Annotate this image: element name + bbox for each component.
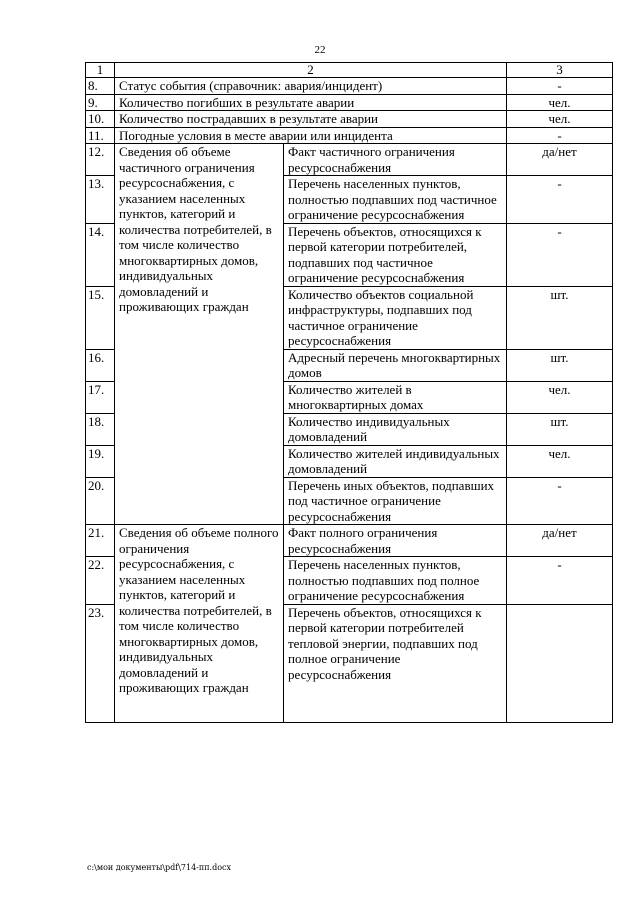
row-text: Адресный перечень многоквартирных домов xyxy=(284,349,507,381)
row-number: 9. xyxy=(86,94,115,111)
row-text: Перечень населенных пунктов, полностью подпавших под полное ограничение ресурсоснабжения xyxy=(284,557,507,605)
row-text: Статус события (справочник: авария/инцидент) xyxy=(115,78,507,95)
row-number: 15. xyxy=(86,286,115,349)
row-unit: чел. xyxy=(507,94,613,111)
row-text: Факт полного ограничения ресурсоснабжения xyxy=(284,525,507,557)
row-number: 10. xyxy=(86,111,115,128)
row-text: Количество жителей индивидуальных домовладений xyxy=(284,445,507,477)
row-text: Количество объектов социальной инфраструктуры, подпавших под частичное ограничение ресурсоснабжения xyxy=(284,286,507,349)
footer-file-path: c:\мои документы\pdf\714-пп.docx xyxy=(87,863,232,872)
data-table xyxy=(85,62,613,723)
table-row xyxy=(86,144,613,176)
row-number: 14. xyxy=(86,223,115,286)
row-number: 21. xyxy=(86,525,115,557)
section-partial-description: Сведения об объеме частичного ограничения ресурсоснабжения, с указанием населенных пунктов, категорий и количества потребителей, в том числе количество многоквартирных домов, индивидуальных домовладений и проживающих граждан xyxy=(115,144,284,525)
row-text: Перечень населенных пунктов, полностью подпавших под частичное ограничение ресурсоснабжения xyxy=(284,176,507,224)
header-col-1: 1 xyxy=(86,63,115,78)
row-unit: - xyxy=(507,477,613,525)
row-unit: - xyxy=(507,78,613,95)
row-text: Факт частичного ограничения ресурсоснабжения xyxy=(284,144,507,176)
table-row xyxy=(86,111,613,128)
row-number: 22. xyxy=(86,557,115,605)
row-text: Перечень объектов, относящихся к первой категории потребителей тепловой энергии, подпавших под полное ограничение ресурсоснабжения xyxy=(284,604,507,722)
row-text: Количество индивидуальных домовладений xyxy=(284,413,507,445)
row-unit: чел. xyxy=(507,381,613,413)
row-unit: шт. xyxy=(507,349,613,381)
row-unit: - xyxy=(507,557,613,605)
row-number: 12. xyxy=(86,144,115,176)
row-number: 23. xyxy=(86,604,115,722)
row-text: Количество погибших в результате аварии xyxy=(115,94,507,111)
row-text: Количество жителей в многоквартирных домах xyxy=(284,381,507,413)
table-row xyxy=(86,127,613,144)
row-number: 13. xyxy=(86,176,115,224)
row-text: Перечень объектов, относящихся к первой категории потребителей, подпавших под частичное ограничение ресурсоснабжения xyxy=(284,223,507,286)
row-unit: - xyxy=(507,176,613,224)
header-col-3: 3 xyxy=(507,63,613,78)
row-number: 18. xyxy=(86,413,115,445)
table-row xyxy=(86,78,613,95)
row-number: 8. xyxy=(86,78,115,95)
row-unit: шт. xyxy=(507,286,613,349)
row-unit: чел. xyxy=(507,445,613,477)
header-row xyxy=(86,63,613,78)
row-number: 20. xyxy=(86,477,115,525)
row-unit: - xyxy=(507,223,613,286)
row-unit xyxy=(507,604,613,722)
row-text: Погодные условия в месте аварии или инцидента xyxy=(115,127,507,144)
section-full-description: Сведения об объеме полного ограничения ресурсоснабжения, с указанием населенных пунктов, категорий и количества потребителей, в том числе количество многоквартирных домов, индивидуальных домовладений и проживающих граждан xyxy=(115,525,284,723)
row-unit: чел. xyxy=(507,111,613,128)
row-number: 16. xyxy=(86,349,115,381)
header-col-2: 2 xyxy=(115,63,507,78)
row-unit: - xyxy=(507,127,613,144)
page-number: 22 xyxy=(314,44,326,56)
table-row xyxy=(86,525,613,557)
row-number: 19. xyxy=(86,445,115,477)
row-text: Перечень иных объектов, подпавших под частичное ограничение ресурсоснабжения xyxy=(284,477,507,525)
row-number: 11. xyxy=(86,127,115,144)
row-unit: да/нет xyxy=(507,144,613,176)
row-number: 17. xyxy=(86,381,115,413)
table-row xyxy=(86,94,613,111)
row-text: Количество пострадавших в результате аварии xyxy=(115,111,507,128)
row-unit: да/нет xyxy=(507,525,613,557)
row-unit: шт. xyxy=(507,413,613,445)
